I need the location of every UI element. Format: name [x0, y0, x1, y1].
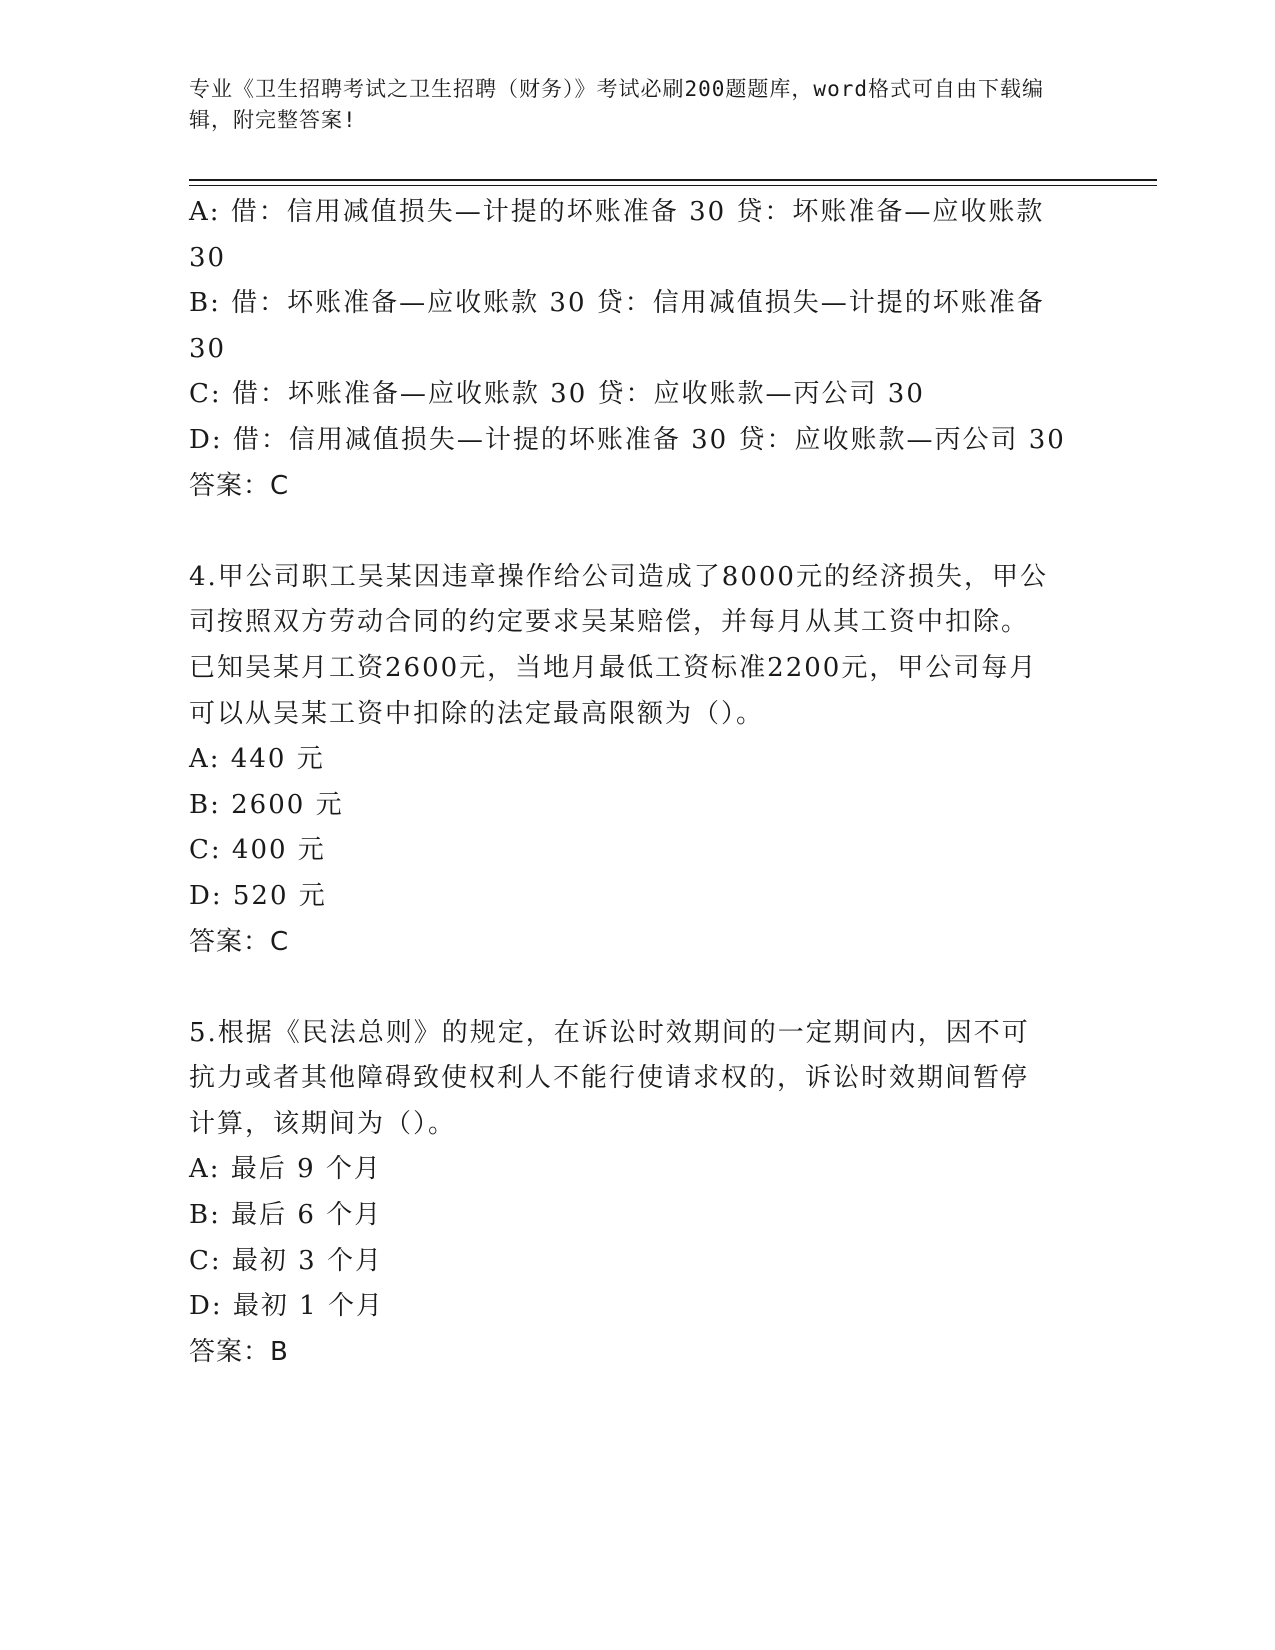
question-list	[189, 190, 1089, 1375]
q4-option-a: A: 440 元	[189, 744, 325, 775]
q4-option-c: C: 400 元	[189, 835, 326, 866]
q4-option-b: B: 2600 元	[189, 789, 344, 820]
q4-stem-line: 4.甲公司职工吴某因违章操作给公司造成了8000元的经济损失，甲公	[189, 561, 1048, 592]
q5-stem-line: 5.根据《民法总则》的规定，在诉讼时效期间的一定期间内，因不可	[189, 1017, 1030, 1048]
document-header: 专业《卫生招聘考试之卫生招聘（财务）》考试必刷200题题库，word格式可自由下载编辑，附完整答案!	[189, 77, 1044, 132]
question-3	[189, 190, 1089, 509]
q5-option-a: A: 最后 9 个月	[189, 1154, 382, 1185]
q5-option-d: D: 最初 1 个月	[189, 1291, 384, 1322]
header-divider	[189, 179, 1157, 181]
header-divider-thin	[189, 185, 1157, 186]
q4-stem-line: 可以从吴某工资中扣除的法定最高限额为（）。	[189, 698, 765, 729]
q5-answer: 答案：B	[189, 1336, 289, 1367]
q3-answer: 答案：C	[189, 470, 290, 501]
q3-option-b-line1: B: 借：坏账准备—应收账款 30 贷：信用减值损失—计提的坏账准备	[189, 288, 1045, 319]
q3-option-a-line2: 30	[189, 242, 227, 273]
question-5	[189, 1011, 1089, 1376]
q3-option-a-line1: A: 借：信用减值损失—计提的坏账准备 30 贷：坏账准备—应收账款	[189, 197, 1045, 227]
q3-option-d: D: 借：信用减值损失—计提的坏账准备 30 贷：应收账款—丙公司 30	[189, 424, 1066, 455]
q4-option-d: D: 520 元	[189, 880, 327, 911]
spacer	[189, 965, 1089, 1011]
q5-stem-line: 抗力或者其他障碍致使权利人不能行使请求权的，诉讼时效期间暂停	[189, 1063, 1030, 1094]
q3-option-c: C: 借：坏账准备—应收账款 30 贷：应收账款—丙公司 30	[189, 379, 925, 410]
q3-option-b-line2: 30	[189, 333, 227, 364]
spacer	[189, 509, 1089, 555]
q4-answer: 答案：C	[189, 926, 290, 957]
q4-stem-line: 司按照双方劳动合同的约定要求吴某赔偿，并每月从其工资中扣除。	[189, 607, 1030, 638]
q5-stem-line: 计算，该期间为（）。	[189, 1108, 457, 1139]
question-4	[189, 555, 1089, 965]
q5-option-b: B: 最后 6 个月	[189, 1200, 383, 1231]
q4-stem-line: 已知吴某月工资2600元，当地月最低工资标准2200元，甲公司每月	[189, 652, 1038, 683]
q5-option-c: C: 最初 3 个月	[189, 1245, 383, 1276]
